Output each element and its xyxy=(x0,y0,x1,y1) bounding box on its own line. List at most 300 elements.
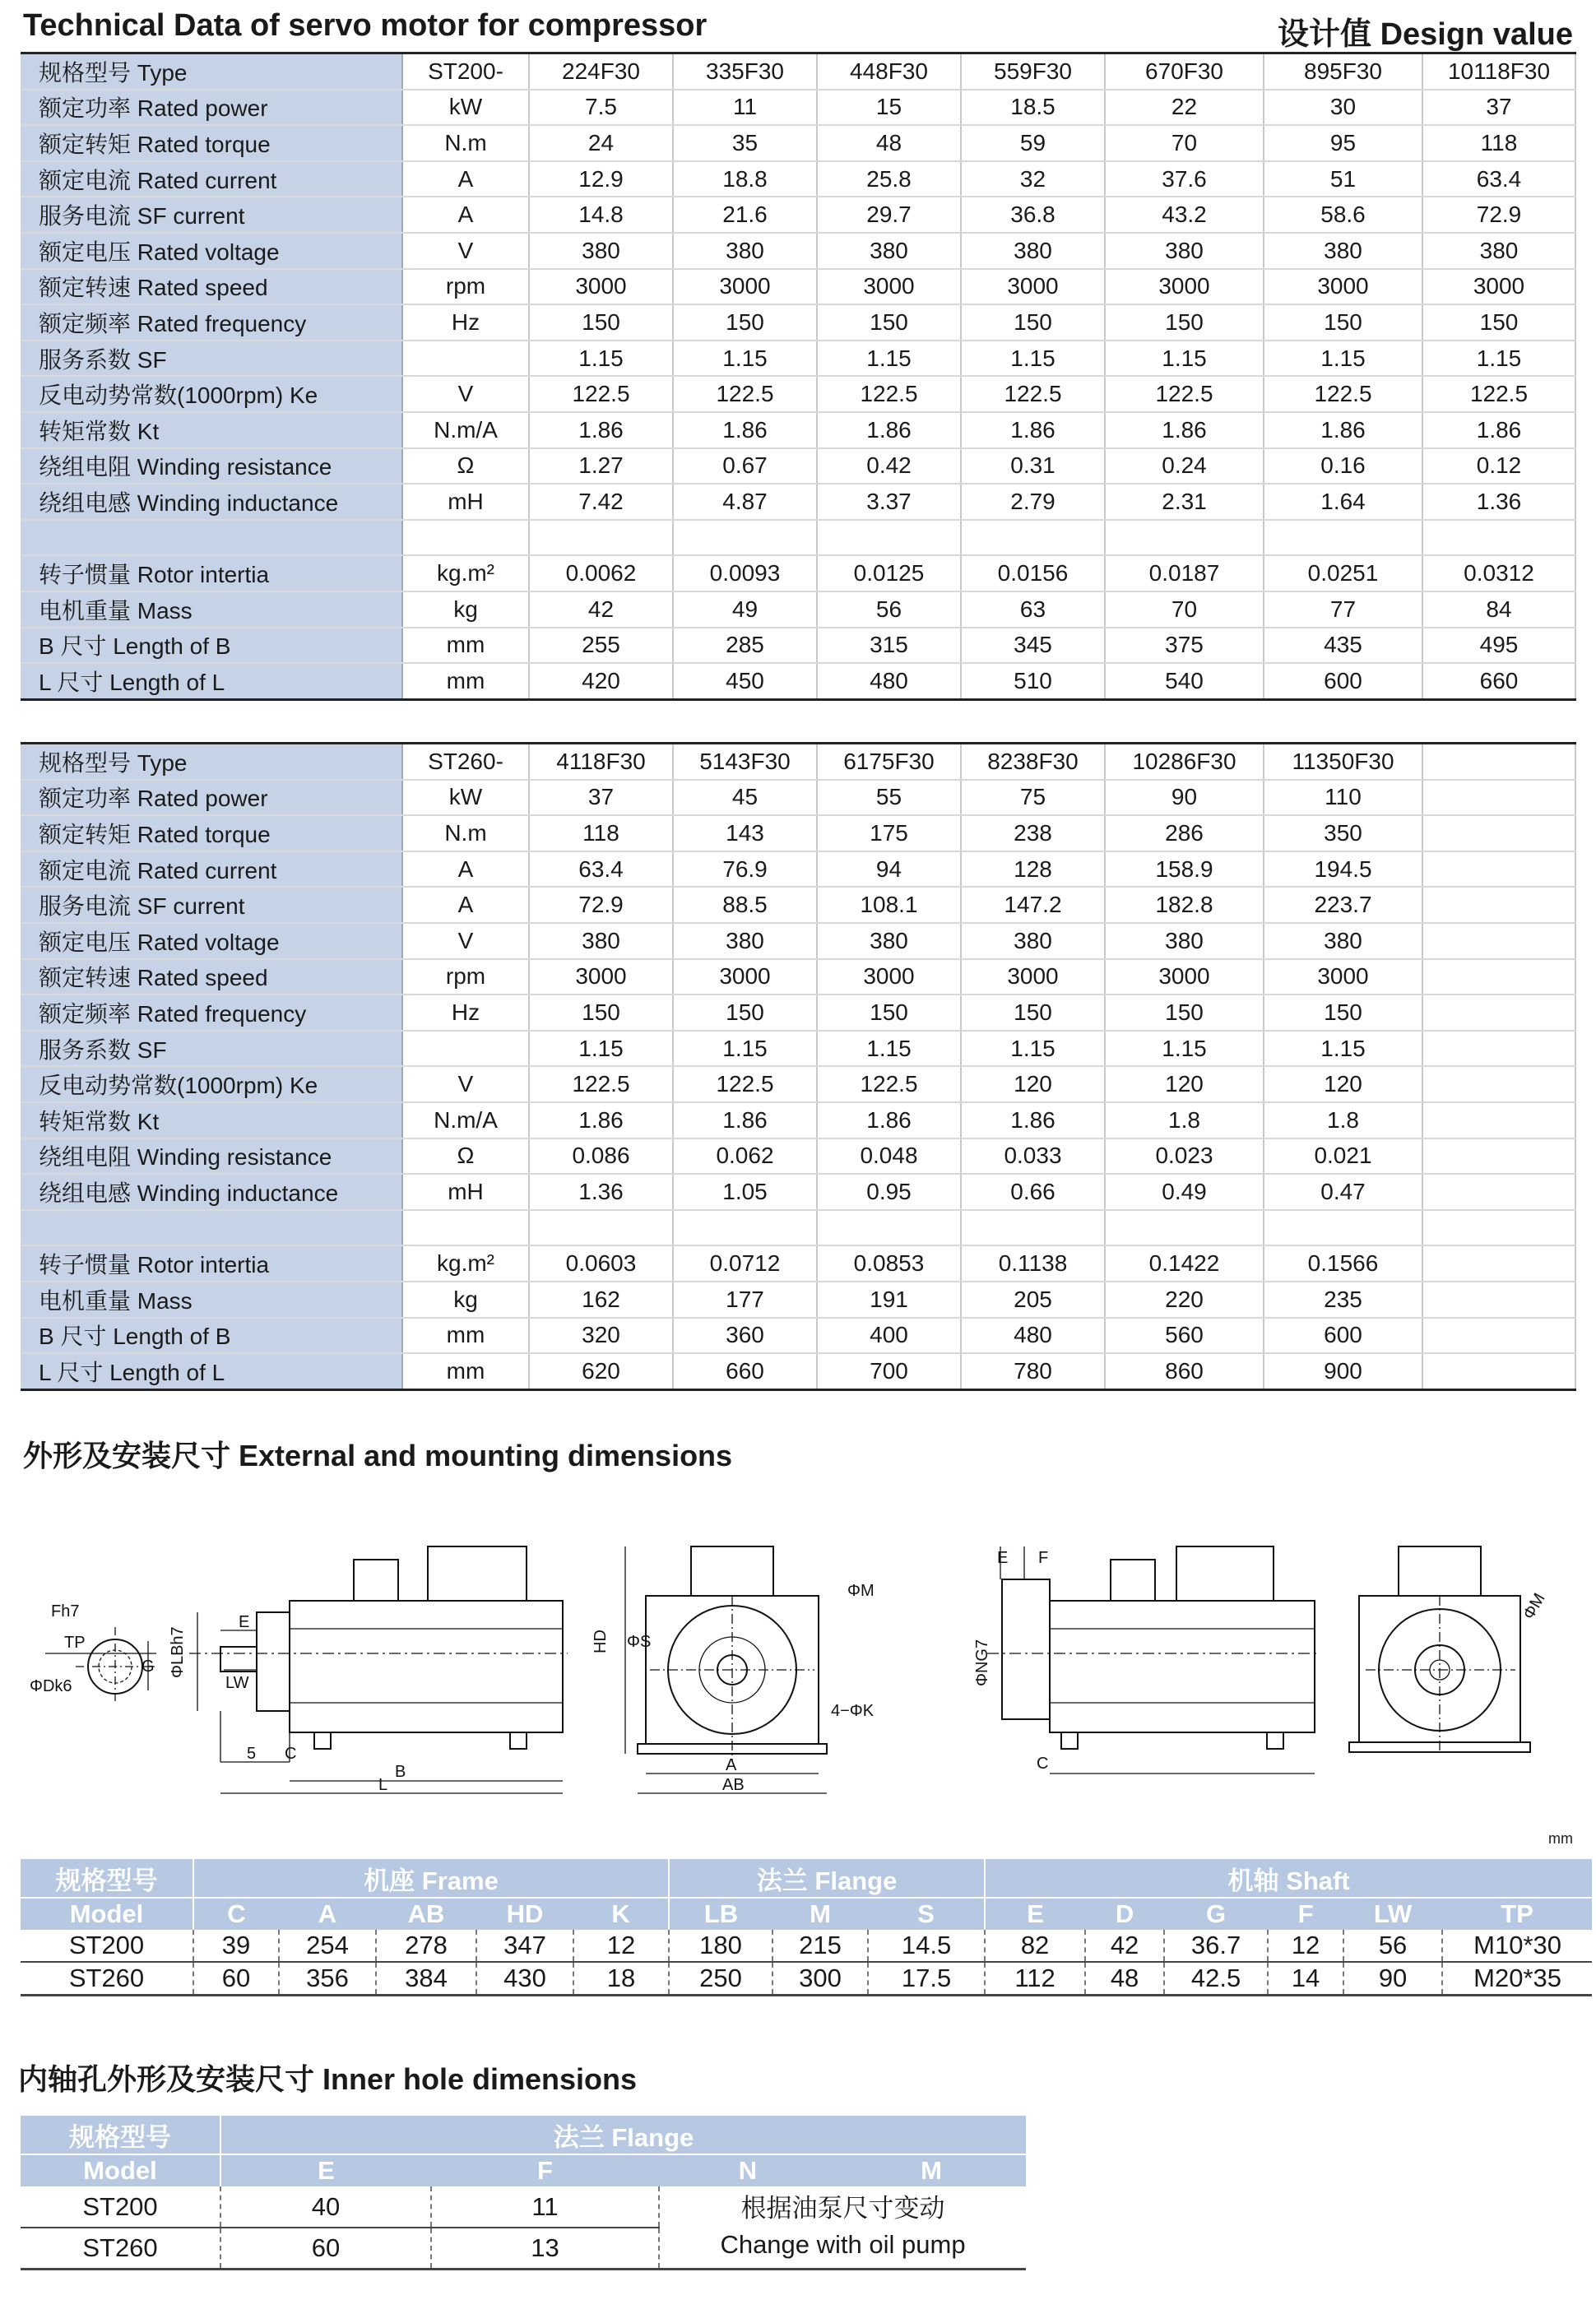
spec-cell: 380 xyxy=(817,233,961,269)
spec-cell: 1.86 xyxy=(529,1102,673,1138)
spec-row-unit: V xyxy=(402,233,529,269)
spec-cell: 900 xyxy=(1264,1353,1422,1389)
spec-cell: 1.15 xyxy=(1105,1031,1264,1067)
shaft-section-drawing xyxy=(30,1602,156,1704)
spec-row-label: L 尺寸 Length of L xyxy=(21,663,402,699)
spec-cell: 122.5 xyxy=(817,1066,961,1102)
dims-col-header: E xyxy=(985,1898,1085,1930)
svg-text:C: C xyxy=(1037,1755,1049,1773)
spec-cell: 11350F30 xyxy=(1264,744,1422,780)
spec-cell: 400 xyxy=(817,1318,961,1354)
spec-row-unit xyxy=(402,1210,529,1246)
spec-cell: 150 xyxy=(1264,995,1422,1031)
dims-cell: 215 xyxy=(772,1930,868,1962)
spec-cell: 0.021 xyxy=(1264,1138,1422,1175)
spec-cell xyxy=(673,1210,817,1246)
dims-col-header: G xyxy=(1164,1898,1268,1930)
spec-row xyxy=(21,887,1575,923)
mounting-section-title: 外形及安装尺寸 External and mounting dimensions xyxy=(23,1439,733,1472)
svg-text:C: C xyxy=(285,1745,297,1763)
svg-text:L: L xyxy=(378,1776,388,1794)
spec-row xyxy=(21,1245,1575,1282)
spec-cell: 3000 xyxy=(673,269,817,305)
spec-cell: 1.15 xyxy=(1264,1031,1422,1067)
spec-row-label: 额定电流 Rated current xyxy=(21,851,402,888)
spec-cell: 1.86 xyxy=(1422,412,1575,448)
spec-row-label: 额定电压 Rated voltage xyxy=(21,233,402,269)
dims-cell: 430 xyxy=(476,1962,573,1996)
dims-cell: 60 xyxy=(193,1962,279,1996)
spec-cell xyxy=(1422,959,1575,995)
spec-row xyxy=(21,1353,1575,1389)
inner-col-header: M xyxy=(837,2154,1026,2186)
spec-row-unit: A xyxy=(402,161,529,197)
spec-cell: 1.15 xyxy=(1105,341,1264,377)
spec-cell: 150 xyxy=(1264,304,1422,341)
spec-cell: 0.033 xyxy=(961,1138,1105,1175)
spec-cell: 72.9 xyxy=(1422,197,1575,233)
inner-note-en: Change with oil pump xyxy=(720,2230,966,2260)
dims-col-header: D xyxy=(1085,1898,1164,1930)
spec-cell: 150 xyxy=(1422,304,1575,341)
spec-cell xyxy=(1422,780,1575,816)
dims-cell: 278 xyxy=(376,1930,476,1962)
spec-cell: 55 xyxy=(817,780,961,816)
spec-cell: 12.9 xyxy=(529,161,673,197)
spec-cell: 0.0853 xyxy=(817,1245,961,1282)
spec-row-unit: mm xyxy=(402,663,529,699)
spec-cell: 110 xyxy=(1264,780,1422,816)
spec-cell: 150 xyxy=(961,995,1105,1031)
spec-cell: 158.9 xyxy=(1105,851,1264,888)
spec-row xyxy=(21,161,1575,197)
spec-cell: 0.16 xyxy=(1264,448,1422,485)
inner-hole-section-title: 内轴孔外形及安装尺寸 Inner hole dimensions xyxy=(18,2062,638,2096)
spec-cell: 380 xyxy=(1105,233,1264,269)
spec-cell: 620 xyxy=(529,1353,673,1389)
spec-cell: 0.0312 xyxy=(1422,555,1575,591)
inner-row-f: 11 xyxy=(431,2186,659,2228)
spec-cell: 0.66 xyxy=(961,1174,1105,1210)
spec-cell xyxy=(1422,1282,1575,1318)
spec-cell: 670F30 xyxy=(1105,53,1264,90)
spec-row xyxy=(21,744,1575,780)
spec-row-unit xyxy=(402,1031,529,1067)
spec-cell: 0.12 xyxy=(1422,448,1575,485)
spec-cell xyxy=(1105,1210,1264,1246)
spec-cell: 94 xyxy=(817,851,961,888)
motor-side-view-inner-hole xyxy=(973,1546,1320,1774)
spec-cell: 3000 xyxy=(961,269,1105,305)
spec-row-unit: N.m xyxy=(402,815,529,851)
spec-cell: 63.4 xyxy=(1422,161,1575,197)
spec-cell: 43.2 xyxy=(1105,197,1264,233)
dims-cell: ST260 xyxy=(21,1962,193,1996)
spec-row xyxy=(21,412,1575,448)
svg-text:LW: LW xyxy=(225,1674,249,1692)
spec-row-unit: Ω xyxy=(402,1138,529,1175)
spec-cell: 380 xyxy=(961,233,1105,269)
dims-cell: 14 xyxy=(1268,1962,1343,1996)
spec-row-label: L 尺寸 Length of L xyxy=(21,1353,402,1389)
spec-cell: 122.5 xyxy=(529,1066,673,1102)
spec-cell: 36.8 xyxy=(961,197,1105,233)
spec-cell: 1.86 xyxy=(529,412,673,448)
spec-cell: 70 xyxy=(1105,591,1264,628)
spec-cell xyxy=(1264,1210,1422,1246)
spec-cell: 6175F30 xyxy=(817,744,961,780)
dims-cell: M10*30 xyxy=(1442,1930,1592,1962)
spec-cell: 1.15 xyxy=(673,1031,817,1067)
spec-cell: 780 xyxy=(961,1353,1105,1389)
spec-row-unit: N.m/A xyxy=(402,412,529,448)
spec-row xyxy=(21,304,1575,341)
spec-cell: 345 xyxy=(961,628,1105,664)
group-flange-header: 法兰 Flange xyxy=(669,1859,985,1898)
dims-cell: ST200 xyxy=(21,1930,193,1962)
spec-cell xyxy=(817,1210,961,1246)
spec-cell: 150 xyxy=(961,304,1105,341)
spec-row xyxy=(21,1102,1575,1138)
spec-cell xyxy=(1422,1066,1575,1102)
dims-cell: 254 xyxy=(279,1930,376,1962)
spec-cell: 1.05 xyxy=(673,1174,817,1210)
spec-cell: 2.31 xyxy=(1105,484,1264,520)
spec-row-label: 绕组电阻 Winding resistance xyxy=(21,1138,402,1175)
spec-cell: 1.86 xyxy=(817,412,961,448)
dims-col-header: C xyxy=(193,1898,279,1930)
spec-cell: 0.0603 xyxy=(529,1245,673,1282)
spec-cell: 224F30 xyxy=(529,53,673,90)
svg-text:ΦLBh7: ΦLBh7 xyxy=(169,1626,187,1678)
spec-cell xyxy=(1422,1353,1575,1389)
spec-cell: 128 xyxy=(961,851,1105,888)
inner-col-header: Model xyxy=(21,2154,220,2186)
spec-row-label: 额定功率 Rated power xyxy=(21,780,402,816)
spec-cell: 76.9 xyxy=(673,851,817,888)
spec-cell: 3000 xyxy=(1264,269,1422,305)
spec-row-label: 绕组电感 Winding inductance xyxy=(21,484,402,520)
spec-cell: 118 xyxy=(529,815,673,851)
spec-cell: 0.42 xyxy=(817,448,961,485)
spec-cell: 51 xyxy=(1264,161,1422,197)
spec-cell: 182.8 xyxy=(1105,887,1264,923)
spec-row-unit: mm xyxy=(402,1318,529,1354)
spec-row xyxy=(21,484,1575,520)
spec-cell: 162 xyxy=(529,1282,673,1318)
spec-row xyxy=(21,520,1575,556)
dims-cell: 14.5 xyxy=(868,1930,985,1962)
group-frame-header: 机座 Frame xyxy=(193,1859,669,1898)
spec-cell: 194.5 xyxy=(1264,851,1422,888)
spec-cell: 95 xyxy=(1264,125,1422,161)
inner-col-header: E xyxy=(220,2154,431,2186)
inner-col-header: N xyxy=(659,2154,837,2186)
spec-row-unit: N.m xyxy=(402,125,529,161)
page-title: Technical Data of servo motor for compressor xyxy=(23,8,708,43)
svg-text:E: E xyxy=(997,1549,1009,1567)
spec-cell: 380 xyxy=(529,233,673,269)
dims-col-header: LB xyxy=(669,1898,772,1930)
inner-row-f: 13 xyxy=(431,2228,659,2269)
spec-cell: 8238F30 xyxy=(961,744,1105,780)
svg-text:A: A xyxy=(726,1756,737,1774)
spec-cell: 3000 xyxy=(961,959,1105,995)
spec-row xyxy=(21,815,1575,851)
spec-row-unit: V xyxy=(402,376,529,412)
spec-row-unit: mH xyxy=(402,484,529,520)
spec-cell: 88.5 xyxy=(673,887,817,923)
spec-row xyxy=(21,448,1575,485)
spec-row-unit: A xyxy=(402,887,529,923)
spec-cell: 10286F30 xyxy=(1105,744,1264,780)
spec-cell: 32 xyxy=(961,161,1105,197)
spec-cell: 5143F30 xyxy=(673,744,817,780)
dims-col-header: M xyxy=(772,1898,868,1930)
spec-row xyxy=(21,233,1575,269)
dims-col-header: HD xyxy=(476,1898,573,1930)
spec-cell: 37.6 xyxy=(1105,161,1264,197)
dims-cell: 82 xyxy=(985,1930,1085,1962)
spec-cell: 0.24 xyxy=(1105,448,1264,485)
spec-cell: 150 xyxy=(673,304,817,341)
dims-cell: 42 xyxy=(1085,1930,1164,1962)
spec-row xyxy=(21,628,1575,664)
spec-cell: 3000 xyxy=(817,959,961,995)
spec-cell: 1.15 xyxy=(529,341,673,377)
spec-cell: 223.7 xyxy=(1264,887,1422,923)
spec-cell: 510 xyxy=(961,663,1105,699)
svg-text:4−ΦK: 4−ΦK xyxy=(831,1702,875,1720)
spec-row-label: 电机重量 Mass xyxy=(21,1282,402,1318)
spec-row-label: 规格型号 Type xyxy=(21,744,402,780)
spec-cell: 18.5 xyxy=(961,90,1105,126)
spec-cell: 3000 xyxy=(529,269,673,305)
svg-text:ΦM: ΦM xyxy=(847,1582,875,1600)
spec-cell xyxy=(1422,923,1575,959)
group-shaft-header: 机轴 Shaft xyxy=(985,1859,1592,1898)
spec-cell: 150 xyxy=(529,304,673,341)
spec-cell: 1.86 xyxy=(673,412,817,448)
spec-cell: 21.6 xyxy=(673,197,817,233)
spec-row xyxy=(21,1138,1575,1175)
spec-cell: 118 xyxy=(1422,125,1575,161)
spec-cell: 1.27 xyxy=(529,448,673,485)
spec-cell: 4118F30 xyxy=(529,744,673,780)
spec-cell xyxy=(1422,1210,1575,1246)
spec-cell: 3000 xyxy=(529,959,673,995)
spec-cell xyxy=(1105,520,1264,556)
dims-cell: 300 xyxy=(772,1962,868,1996)
spec-row-label xyxy=(21,1210,402,1246)
spec-row-label: 反电动势常数(1000rpm) Ke xyxy=(21,376,402,412)
spec-row xyxy=(21,663,1575,699)
spec-cell: 14.8 xyxy=(529,197,673,233)
spec-cell: 420 xyxy=(529,663,673,699)
spec-cell: 320 xyxy=(529,1318,673,1354)
spec-row xyxy=(21,90,1575,126)
spec-cell: 0.086 xyxy=(529,1138,673,1175)
spec-row-label: 转矩常数 Kt xyxy=(21,412,402,448)
spec-row xyxy=(21,851,1575,888)
spec-cell: 58.6 xyxy=(1264,197,1422,233)
spec-cell: 1.15 xyxy=(1264,341,1422,377)
dims-cell: 250 xyxy=(669,1962,772,1996)
spec-cell: 380 xyxy=(673,923,817,959)
dims-cell: 17.5 xyxy=(868,1962,985,1996)
spec-cell: 205 xyxy=(961,1282,1105,1318)
spec-cell: 0.47 xyxy=(1264,1174,1422,1210)
spec-cell: 560 xyxy=(1105,1318,1264,1354)
spec-cell: 3000 xyxy=(1422,269,1575,305)
spec-cell xyxy=(1422,520,1575,556)
spec-row-label: 转矩常数 Kt xyxy=(21,1102,402,1138)
motor-side-view xyxy=(169,1546,568,1794)
dims-cell: 356 xyxy=(279,1962,376,1996)
spec-cell: 120 xyxy=(961,1066,1105,1102)
spec-cell: 3000 xyxy=(1105,269,1264,305)
svg-text:B: B xyxy=(395,1763,406,1781)
spec-cell xyxy=(1422,851,1575,888)
dims-col-header: A xyxy=(279,1898,376,1930)
dims-cell: 48 xyxy=(1085,1962,1164,1996)
spec-cell: 120 xyxy=(1105,1066,1264,1102)
spec-row xyxy=(21,555,1575,591)
spec-row-unit: kg.m² xyxy=(402,555,529,591)
spec-cell: 191 xyxy=(817,1282,961,1318)
spec-cell: 90 xyxy=(1105,780,1264,816)
spec-cell: 600 xyxy=(1264,663,1422,699)
spec-cell: 1.86 xyxy=(961,1102,1105,1138)
dims-col-header: LW xyxy=(1343,1898,1442,1930)
spec-cell: 895F30 xyxy=(1264,53,1422,90)
spec-cell: 122.5 xyxy=(529,376,673,412)
spec-cell xyxy=(1422,744,1575,780)
spec-row xyxy=(21,923,1575,959)
svg-text:ΦS: ΦS xyxy=(627,1633,652,1651)
spec-table-st200 xyxy=(21,52,1576,701)
spec-cell xyxy=(1422,1245,1575,1282)
inner-row-model: ST260 xyxy=(21,2228,220,2269)
spec-row-unit: Hz xyxy=(402,995,529,1031)
spec-row-unit: kg xyxy=(402,1282,529,1318)
spec-row xyxy=(21,1282,1575,1318)
svg-text:HD: HD xyxy=(592,1630,610,1653)
spec-row-unit: V xyxy=(402,1066,529,1102)
spec-cell xyxy=(1422,1174,1575,1210)
spec-cell: 150 xyxy=(1105,995,1264,1031)
table-row xyxy=(21,1930,1592,1962)
inner-row-e: 40 xyxy=(220,2186,431,2228)
spec-cell: 480 xyxy=(961,1318,1105,1354)
spec-cell: 360 xyxy=(673,1318,817,1354)
spec-cell: 480 xyxy=(817,663,961,699)
spec-cell: 63 xyxy=(961,591,1105,628)
spec-row-unit: A xyxy=(402,197,529,233)
spec-cell: 1.15 xyxy=(961,1031,1105,1067)
spec-row xyxy=(21,269,1575,305)
spec-cell xyxy=(1422,1318,1575,1354)
spec-row xyxy=(21,1174,1575,1210)
spec-cell xyxy=(961,520,1105,556)
spec-cell xyxy=(817,520,961,556)
spec-cell: 122.5 xyxy=(673,376,817,412)
spec-cell: 860 xyxy=(1105,1353,1264,1389)
spec-cell: 1.86 xyxy=(1264,412,1422,448)
spec-row xyxy=(21,376,1575,412)
spec-cell: 0.0156 xyxy=(961,555,1105,591)
spec-row-unit: mH xyxy=(402,1174,529,1210)
spec-cell: 380 xyxy=(961,923,1105,959)
spec-cell: 77 xyxy=(1264,591,1422,628)
inner-group-model-header: 规格型号 xyxy=(21,2116,220,2154)
inner-col-header: F xyxy=(431,2154,659,2186)
spec-row-label: 额定功率 Rated power xyxy=(21,90,402,126)
spec-row-label xyxy=(21,520,402,556)
spec-cell: 84 xyxy=(1422,591,1575,628)
spec-row xyxy=(21,995,1575,1031)
spec-cell: 375 xyxy=(1105,628,1264,664)
spec-cell: 63.4 xyxy=(529,851,673,888)
svg-text:Fh7: Fh7 xyxy=(51,1602,80,1621)
spec-cell: 175 xyxy=(817,815,961,851)
dims-cell: 42.5 xyxy=(1164,1962,1268,1996)
spec-cell: 350 xyxy=(1264,815,1422,851)
spec-row-label: 额定转矩 Rated torque xyxy=(21,125,402,161)
spec-cell xyxy=(1422,1138,1575,1175)
svg-text:ΦNG7: ΦNG7 xyxy=(973,1639,991,1686)
svg-text:E: E xyxy=(239,1613,250,1631)
spec-row-label: 额定频率 Rated frequency xyxy=(21,304,402,341)
spec-cell: 235 xyxy=(1264,1282,1422,1318)
spec-cell: 1.86 xyxy=(961,412,1105,448)
spec-row-unit: A xyxy=(402,851,529,888)
spec-cell xyxy=(1422,995,1575,1031)
dims-cell: 347 xyxy=(476,1930,573,1962)
spec-cell: 1.36 xyxy=(1422,484,1575,520)
spec-cell: 122.5 xyxy=(1105,376,1264,412)
spec-cell: 1.15 xyxy=(529,1031,673,1067)
spec-cell: 56 xyxy=(817,591,961,628)
spec-cell xyxy=(1422,815,1575,851)
spec-row-label: B 尺寸 Length of B xyxy=(21,1318,402,1354)
group-model-header: 规格型号 xyxy=(21,1859,193,1898)
spec-cell: 147.2 xyxy=(961,887,1105,923)
spec-cell: 285 xyxy=(673,628,817,664)
spec-row-unit xyxy=(402,520,529,556)
dims-cell: 39 xyxy=(193,1930,279,1962)
spec-row-label: 额定电流 Rated current xyxy=(21,161,402,197)
spec-row xyxy=(21,591,1575,628)
spec-cell: 150 xyxy=(817,304,961,341)
dims-col-header: TP xyxy=(1442,1898,1592,1930)
inner-row-model: ST200 xyxy=(21,2186,220,2228)
dims-col-header: F xyxy=(1268,1898,1343,1930)
spec-row xyxy=(21,125,1575,161)
spec-cell: 1.86 xyxy=(1105,412,1264,448)
spec-cell: 122.5 xyxy=(673,1066,817,1102)
svg-text:ΦM: ΦM xyxy=(1519,1590,1549,1623)
dims-col-header: Model xyxy=(21,1898,193,1930)
spec-cell: 4.87 xyxy=(673,484,817,520)
inner-hole-table xyxy=(21,2116,1026,2270)
spec-cell xyxy=(961,1210,1105,1246)
dims-col-header: AB xyxy=(376,1898,476,1930)
spec-row-label: 服务电流 SF current xyxy=(21,197,402,233)
spec-row-label: 转子惯量 Rotor intertia xyxy=(21,1245,402,1282)
dims-cell: 90 xyxy=(1343,1962,1442,1996)
spec-row-label: 额定转矩 Rated torque xyxy=(21,815,402,851)
